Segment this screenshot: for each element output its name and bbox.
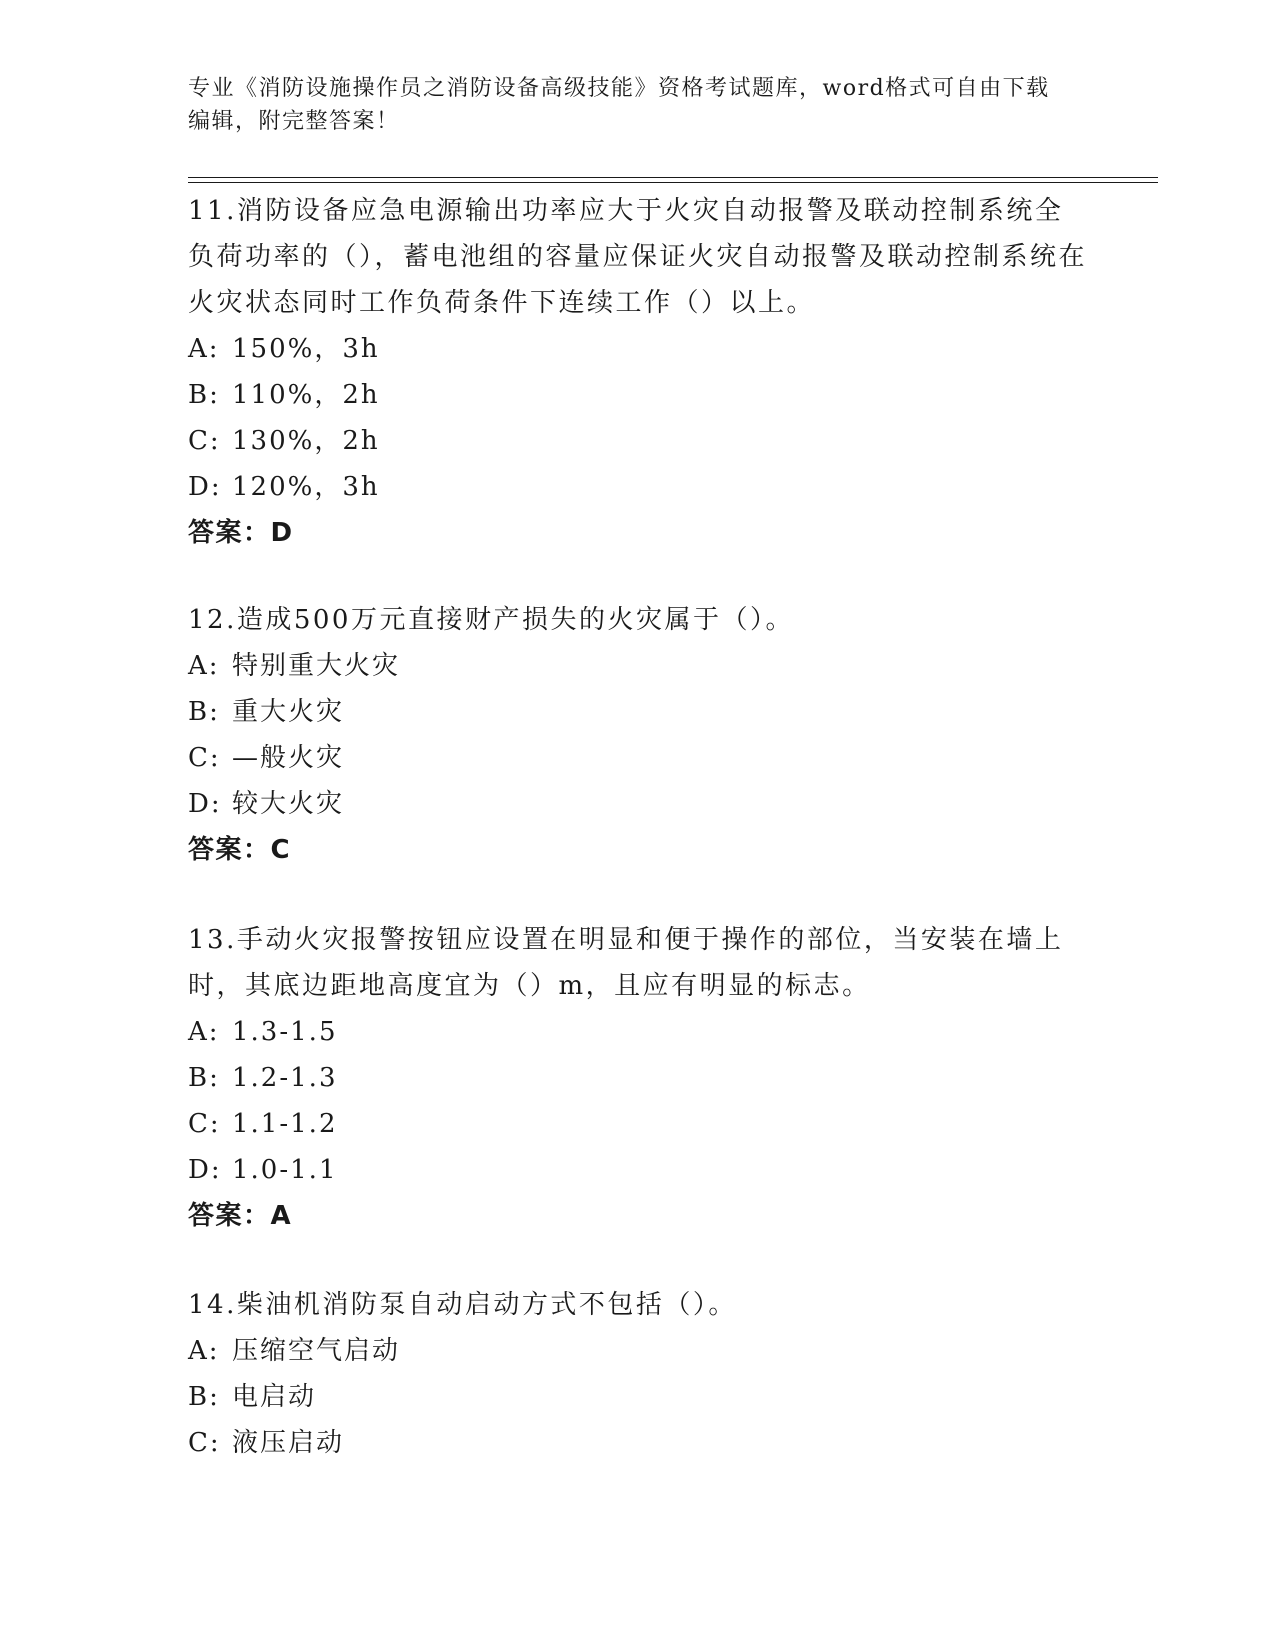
option-text: 电启动 bbox=[232, 1382, 317, 1412]
question-stem: 12.造成500万元直接财产损失的火灾属于（）。 bbox=[188, 605, 794, 635]
option-a bbox=[188, 1328, 1088, 1374]
option-text: 1.0-1.1 bbox=[232, 1155, 338, 1185]
option-key: B: bbox=[188, 1382, 220, 1412]
option-text: —般火灾 bbox=[232, 743, 345, 773]
option-a bbox=[188, 1009, 1088, 1055]
option-key: A: bbox=[188, 651, 220, 681]
option-b bbox=[188, 1055, 1088, 1101]
option-c bbox=[188, 418, 1088, 464]
option-key: B: bbox=[188, 697, 220, 727]
option-a bbox=[188, 643, 1088, 689]
answer-line: 答案：D bbox=[188, 518, 294, 548]
option-key: A: bbox=[188, 334, 220, 364]
header-divider-top bbox=[188, 177, 1158, 178]
option-text: 1.3-1.5 bbox=[232, 1017, 338, 1047]
option-b bbox=[188, 689, 1088, 735]
option-text: 重大火灾 bbox=[232, 697, 345, 727]
question-stem: 13.手动火灾报警按钮应设置在明显和便于操作的部位，当安装在墙上时，其底边距地高度宜为（）m，且应有明显的标志。 bbox=[188, 925, 1064, 1001]
option-text: 1.1-1.2 bbox=[232, 1109, 338, 1139]
answer-line: 答案：A bbox=[188, 1201, 293, 1231]
question-13 bbox=[188, 917, 1088, 1239]
option-b bbox=[188, 1374, 1088, 1420]
header-note: 专业《消防设施操作员之消防设备高级技能》资格考试题库，word格式可自由下载编辑，附完整答案！ bbox=[188, 76, 1050, 134]
question-11 bbox=[188, 188, 1088, 556]
question-stem: 14.柴油机消防泵自动启动方式不包括（）。 bbox=[188, 1290, 737, 1320]
header-divider-bottom bbox=[188, 182, 1158, 183]
answer-line: 答案：C bbox=[188, 835, 292, 865]
option-text: 120%，3h bbox=[232, 472, 380, 502]
option-c bbox=[188, 1101, 1088, 1147]
option-key: B: bbox=[188, 380, 220, 410]
option-key: D: bbox=[188, 472, 222, 502]
option-key: D: bbox=[188, 1155, 222, 1185]
question-14 bbox=[188, 1282, 1088, 1466]
option-key: C: bbox=[188, 426, 221, 456]
option-d bbox=[188, 464, 1088, 510]
option-key: C: bbox=[188, 1428, 221, 1458]
option-text: 150%，3h bbox=[232, 334, 380, 364]
option-text: 压缩空气启动 bbox=[232, 1336, 401, 1366]
option-a bbox=[188, 326, 1088, 372]
option-text: 特别重大火灾 bbox=[232, 651, 401, 681]
option-text: 1.2-1.3 bbox=[232, 1063, 338, 1093]
option-key: D: bbox=[188, 789, 222, 819]
option-key: C: bbox=[188, 1109, 221, 1139]
option-key: A: bbox=[188, 1017, 220, 1047]
option-key: C: bbox=[188, 743, 221, 773]
question-12 bbox=[188, 597, 1088, 873]
option-text: 130%，2h bbox=[232, 426, 380, 456]
option-key: B: bbox=[188, 1063, 220, 1093]
option-text: 110%，2h bbox=[232, 380, 380, 410]
option-d bbox=[188, 781, 1088, 827]
option-key: A: bbox=[188, 1336, 220, 1366]
question-stem: 11.消防设备应急电源输出功率应大于火灾自动报警及联动控制系统全负荷功率的（），蓄电池组的容量应保证火灾自动报警及联动控制系统在火灾状态同时工作负荷条件下连续工作（）以上。 bbox=[188, 196, 1088, 318]
option-b bbox=[188, 372, 1088, 418]
option-d bbox=[188, 1147, 1088, 1193]
option-text: 液压启动 bbox=[232, 1428, 345, 1458]
option-c bbox=[188, 735, 1088, 781]
option-c bbox=[188, 1420, 1088, 1466]
option-text: 较大火灾 bbox=[232, 789, 345, 819]
